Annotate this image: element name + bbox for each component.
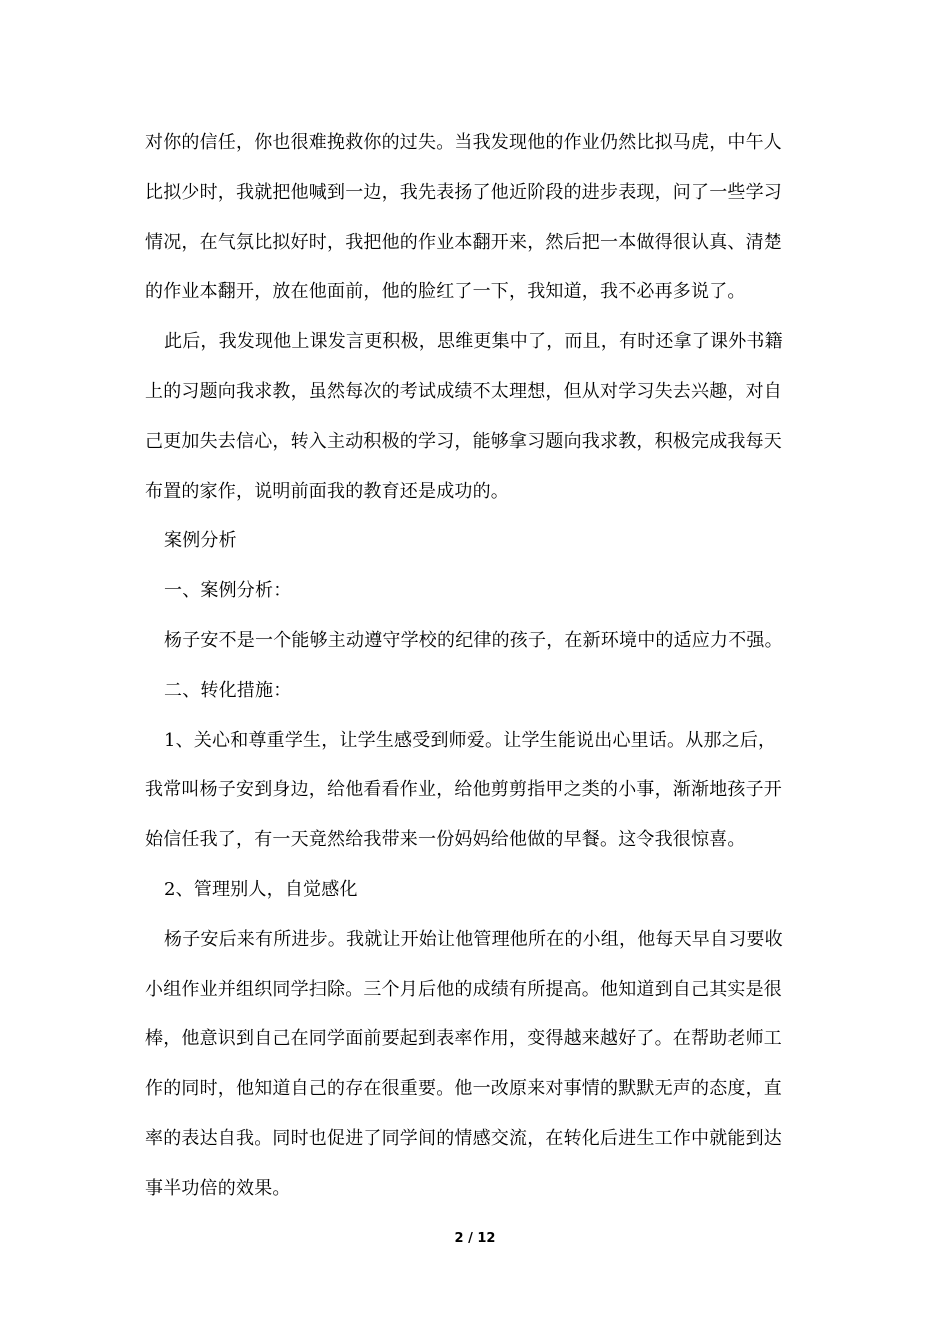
text-line-21: 率的表达自我。同时也促进了同学间的情感交流，在转化后进生工作中就能到达 [145, 1127, 782, 1149]
text-line-6: 上的习题向我求教，虽然每次的考试成绩不太理想，但从对学习失去兴趣，对自 [145, 380, 782, 402]
text-line-3: 情况，在气氛比拟好时，我把他的作业本翻开来，然后把一本做得很认真、清楚 [145, 231, 782, 253]
text-line-2: 比拟少时，我就把他喊到一边，我先表扬了他近阶段的进步表现，问了一些学习 [145, 181, 782, 203]
text-line-20: 作的同时，他知道自己的存在很重要。他一改原来对事情的默默无声的态度，直 [145, 1078, 782, 1100]
subheading-measures: 二、转化措施： [164, 679, 292, 701]
text-line-1: 对你的信任，你也很难挽救你的过失。当我发现他的作业仍然比拟马虎，中午人 [145, 132, 782, 153]
subheading-case-analysis: 一、案例分析： [164, 580, 292, 602]
text-line-15: 始信任我了，有一天竟然给我带来一份妈妈给他做的早餐。这令我很惊喜。 [145, 829, 746, 851]
text-line-11: 杨子安不是一个能够主动遵守学校的纪律的孩子，在新环境中的适应力不强。 [164, 629, 783, 651]
text-line-13: 1、关心和尊重学生，让学生感受到师爱。让学生能说出心里话。从那之后， [164, 729, 777, 751]
document-body [145, 118, 810, 1214]
text-line-18: 小组作业并组织同学扫除。三个月后他的成绩有所提高。他知道到自己其实是很 [145, 978, 782, 1000]
section-heading-case-analysis: 案例分析 [164, 530, 237, 552]
text-line-5: 此后，我发现他上课发言更积极，思维更集中了，而且，有时还拿了课外书籍 [164, 331, 783, 353]
text-line-19: 棒，他意识到自己在同学面前要起到表率作用，变得越来越好了。在帮助老师工 [145, 1028, 782, 1050]
text-line-22: 事半功倍的效果。 [145, 1177, 291, 1199]
text-line-14: 我常叫杨子安到身边，给他看看作业，给他剪剪指甲之类的小事，渐渐地孩子开 [145, 779, 782, 801]
text-line-8: 布置的家作，说明前面我的教育还是成功的。 [145, 480, 509, 502]
text-line-7: 己更加失去信心，转入主动积极的学习，能够拿习题向我求教，积极完成我每天 [145, 430, 782, 452]
page-number: 2 / 12 [454, 1231, 496, 1246]
subheading-management: 2、管理别人，自觉感化 [164, 878, 358, 900]
text-line-17: 杨子安后来有所进步。我就让开始让他管理他所在的小组，他每天早自习要收 [164, 928, 783, 950]
text-line-4: 的作业本翻开，放在他面前，他的脸红了一下，我知道，我不必再多说了。 [145, 281, 746, 303]
